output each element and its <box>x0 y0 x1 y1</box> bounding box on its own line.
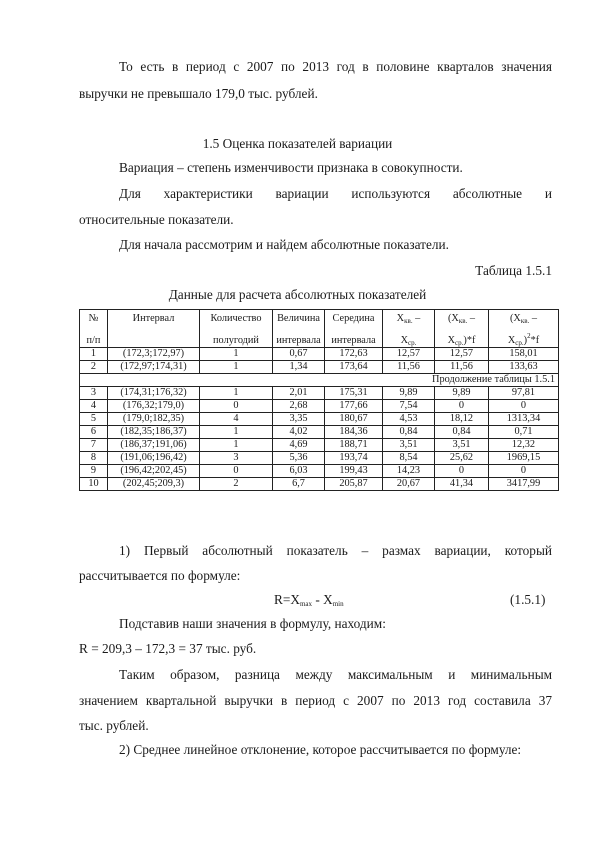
header-line1 <box>384 313 433 325</box>
header-line1: № <box>88 313 99 324</box>
para7-word: по <box>391 693 406 708</box>
table-cell: 9 <box>80 465 108 478</box>
para7-word: выручки <box>224 693 273 708</box>
table-cell: 0,67 <box>273 348 325 361</box>
para7-word: между <box>295 667 333 682</box>
para7-line2 <box>79 693 552 709</box>
para5-word: показатель <box>286 543 348 558</box>
table-cell: (172,3;172,97) <box>108 348 200 361</box>
table-cell: 8 <box>80 452 108 465</box>
header-line1 <box>490 313 557 325</box>
header-part: кв. <box>520 317 530 325</box>
para1-word: в период <box>172 59 226 74</box>
header-line1: Середина <box>332 313 375 324</box>
table-cell: 0 <box>200 400 273 413</box>
header-part: )*f <box>463 335 476 346</box>
table-row <box>80 348 559 361</box>
para7-word: 2013 <box>413 693 440 708</box>
table-cell: 3417,99 <box>489 478 559 491</box>
table-cell: 12,57 <box>383 348 435 361</box>
table-cell: 133,63 <box>489 361 559 374</box>
table-cell: 5 <box>80 413 108 426</box>
header-part: ) <box>523 335 528 346</box>
header-part: X <box>507 335 516 346</box>
formula-number: (1.5.1) <box>510 592 546 607</box>
table-header-cell <box>325 310 383 348</box>
table-cell: 25,62 <box>435 452 489 465</box>
para7-word: минимальным <box>470 667 553 682</box>
table-cell: 4,02 <box>273 426 325 439</box>
header-part: – <box>467 313 476 324</box>
header-line2 <box>384 335 433 347</box>
table-header-cell <box>383 310 435 348</box>
table-cell: (196,42;202,45) <box>108 465 200 478</box>
table-cell: 7,54 <box>383 400 435 413</box>
table-cell: 0 <box>435 465 489 478</box>
para7-word: год <box>447 693 467 708</box>
para7-word: составила <box>474 693 531 708</box>
header-part: ср. <box>408 339 417 347</box>
table-cell: 4 <box>80 400 108 413</box>
para7-word: 2007 <box>357 693 384 708</box>
formula-mid: - X <box>312 592 333 607</box>
para1-word: значения <box>501 59 552 74</box>
table-cell: 175,31 <box>325 387 383 400</box>
header-part: – <box>412 313 421 324</box>
table-cell: 20,67 <box>383 478 435 491</box>
table-cell: 193,74 <box>325 452 383 465</box>
table-cell: 1,34 <box>273 361 325 374</box>
para7-word: и <box>448 667 456 682</box>
table-cell: (191,06;196,42) <box>108 452 200 465</box>
para3-word: абсолютные <box>452 186 523 201</box>
table-cell: (182,35;186,37) <box>108 426 200 439</box>
table-cell: 7 <box>80 439 108 452</box>
para5-line1 <box>119 543 552 559</box>
header-part: *f <box>530 335 540 346</box>
header-part: X <box>447 335 456 346</box>
para7-word: максимальным <box>347 667 433 682</box>
para3-line1 <box>119 186 552 202</box>
table-cell: 97,81 <box>489 387 559 400</box>
para3-word: характеристики <box>163 186 253 201</box>
table-cell: 4,53 <box>383 413 435 426</box>
header-part: X <box>400 335 409 346</box>
table-header-row <box>80 310 559 348</box>
para5-word: который <box>504 543 553 558</box>
para6: Подставив наши значения в формулу, находим: <box>119 616 386 631</box>
para1-word: кварталов <box>437 59 494 74</box>
table-cell: (179,0;182,35) <box>108 413 200 426</box>
table-cell: 11,56 <box>383 361 435 374</box>
table-cell: 205,87 <box>325 478 383 491</box>
continuation-row <box>80 374 559 387</box>
header-part: – <box>529 313 538 324</box>
table-cell: (172,97;174,31) <box>108 361 200 374</box>
para7-word: 37 <box>538 693 553 708</box>
para5-word: Первый абсолютный <box>143 543 273 558</box>
para1-line2: выручки не превышало 179,0 тыс. рублей. <box>79 86 318 101</box>
table-header-cell <box>108 310 200 348</box>
para5-line2: рассчитывается по формуле: <box>79 568 241 583</box>
para7-word: образом, <box>170 667 220 682</box>
para5-word: размах вариации, <box>382 543 491 558</box>
para7-word: период <box>295 693 336 708</box>
table-cell: 3,51 <box>435 439 489 452</box>
header-part: ср. <box>455 339 464 347</box>
table-cell: 18,12 <box>435 413 489 426</box>
table-cell: 1969,15 <box>489 452 559 465</box>
header-line1 <box>436 313 487 325</box>
table-cell: 6,03 <box>273 465 325 478</box>
table-cell: 6 <box>80 426 108 439</box>
table-cell: 0 <box>200 465 273 478</box>
header-line2 <box>436 335 487 347</box>
table-cell: 12,57 <box>435 348 489 361</box>
table-row <box>80 465 559 478</box>
table-cell: 4,69 <box>273 439 325 452</box>
para7-word: разница <box>234 667 280 682</box>
para5-word: – <box>361 543 369 558</box>
para3-line2: относительные показатели. <box>79 212 234 227</box>
table-header-cell <box>435 310 489 348</box>
table-header-cell <box>273 310 325 348</box>
header-line1: Интервал <box>132 313 175 324</box>
table-cell: 3 <box>200 452 273 465</box>
table-cell: 173,64 <box>325 361 383 374</box>
table-cell: 14,23 <box>383 465 435 478</box>
table-cell: 180,67 <box>325 413 383 426</box>
para7-word: квартальной <box>145 693 217 708</box>
header-line2: п/п <box>86 335 101 346</box>
para1-word: 2013 <box>302 59 330 74</box>
header-line2: интервала <box>276 335 321 346</box>
header-part: ср. <box>515 339 524 347</box>
para2-definition: Вариация – степень изменчивости признака в совокупности. <box>119 160 463 175</box>
header-line1: Величина <box>277 313 320 324</box>
table-cell: 188,71 <box>325 439 383 452</box>
table-cell: 8,54 <box>383 452 435 465</box>
table-cell: 1 <box>200 348 273 361</box>
table-cell: 3,51 <box>383 439 435 452</box>
table-cell: 4 <box>200 413 273 426</box>
table-header-cell <box>489 310 559 348</box>
table-cell: 41,34 <box>435 478 489 491</box>
table-cell: 184,36 <box>325 426 383 439</box>
para5-word: 1) <box>119 543 131 558</box>
table-cell: 2 <box>80 361 108 374</box>
table-cell: 0 <box>489 400 559 413</box>
table-cell: 0,84 <box>435 426 489 439</box>
header-part: X <box>396 313 405 324</box>
formula-range <box>274 592 344 608</box>
table-cell: 1 <box>200 439 273 452</box>
table-cell: 0,71 <box>489 426 559 439</box>
table-caption: Данные для расчета абсолютных показателей <box>168 287 427 302</box>
table-row <box>80 361 559 374</box>
table-cell: 11,56 <box>435 361 489 374</box>
table-cell: 177,66 <box>325 400 383 413</box>
calc-line: R = 209,3 – 172,3 = 37 тыс. руб. <box>79 641 257 656</box>
para3-word: Для <box>119 186 141 201</box>
table-cell: 0 <box>435 400 489 413</box>
table-header-cell <box>80 310 108 348</box>
para7-line1 <box>119 667 552 683</box>
table-cell: 2,01 <box>273 387 325 400</box>
header-line2 <box>490 332 557 347</box>
table-cell: 6,7 <box>273 478 325 491</box>
header-part: 2 <box>527 332 531 340</box>
table-row <box>80 413 559 426</box>
table-cell: 172,63 <box>325 348 383 361</box>
para1-line1 <box>119 59 552 75</box>
table-cell: 3 <box>80 387 108 400</box>
header-line2: интервала <box>331 335 376 346</box>
para3-word: используются <box>351 186 431 201</box>
para1-word: по <box>281 59 295 74</box>
table-cell: 158,01 <box>489 348 559 361</box>
table-row <box>80 452 559 465</box>
para1-word: 2007 <box>246 59 274 74</box>
table-row <box>80 400 559 413</box>
formula-sub-max: max <box>299 600 313 608</box>
para7-word: с <box>343 693 350 708</box>
formula-sub-min: min <box>332 600 344 608</box>
para7-line3: тыс. рублей. <box>79 718 149 733</box>
table-cell: 2,68 <box>273 400 325 413</box>
para4: Для начала рассмотрим и найдем абсолютные показатели. <box>119 237 449 252</box>
table-cell: 9,89 <box>435 387 489 400</box>
table-cell: 2 <box>200 478 273 491</box>
header-part: (X <box>447 313 459 324</box>
table-label: Таблица 1.5.1 <box>475 263 552 278</box>
header-line1: Количество <box>210 313 262 324</box>
table-row <box>80 478 559 491</box>
para7-word: значением <box>79 693 138 708</box>
table-cell: 3,35 <box>273 413 325 426</box>
para3-word: вариации <box>275 186 329 201</box>
header-line2: полугодий <box>213 335 259 346</box>
para3-word: и <box>544 186 553 201</box>
header-part: кв. <box>404 317 413 325</box>
para1-word: есть <box>140 59 165 74</box>
table-cell: 1 <box>80 348 108 361</box>
table-cell: 0 <box>489 465 559 478</box>
para8: 2) Среднее линейное отклонение, которое рассчитывается по формуле: <box>119 742 522 757</box>
table-cell: (176,32;179,0) <box>108 400 200 413</box>
table-header-cell <box>200 310 273 348</box>
table-cell: 10 <box>80 478 108 491</box>
table-cell: 1 <box>200 426 273 439</box>
table-cell: 1313,34 <box>489 413 559 426</box>
header-part: (X <box>509 313 521 324</box>
formula-main: R=X <box>274 592 300 607</box>
table-cell: 9,89 <box>383 387 435 400</box>
table-cell: (174,31;176,32) <box>108 387 200 400</box>
table-row <box>80 426 559 439</box>
table-cell: (202,45;209,3) <box>108 478 200 491</box>
table-cell: 0,84 <box>383 426 435 439</box>
table-cell: (186,37;191,06) <box>108 439 200 452</box>
table-cell: 1 <box>200 361 273 374</box>
data-table <box>79 309 559 491</box>
continuation-label: Продолжение таблицы 1.5.1 <box>80 374 559 387</box>
para7-word: в <box>281 693 288 708</box>
para1-word: с <box>233 59 240 74</box>
para1-word: То <box>119 59 133 74</box>
header-part: кв. <box>458 317 468 325</box>
table-cell: 199,43 <box>325 465 383 478</box>
section-title: 1.5 Оценка показателей вариации <box>202 136 393 151</box>
para1-word: год в половине <box>336 59 430 74</box>
table-row <box>80 439 559 452</box>
table-cell: 1 <box>200 387 273 400</box>
table-cell: 12,32 <box>489 439 559 452</box>
table-row <box>80 387 559 400</box>
para7-word: Таким <box>119 667 155 682</box>
table-cell: 5,36 <box>273 452 325 465</box>
